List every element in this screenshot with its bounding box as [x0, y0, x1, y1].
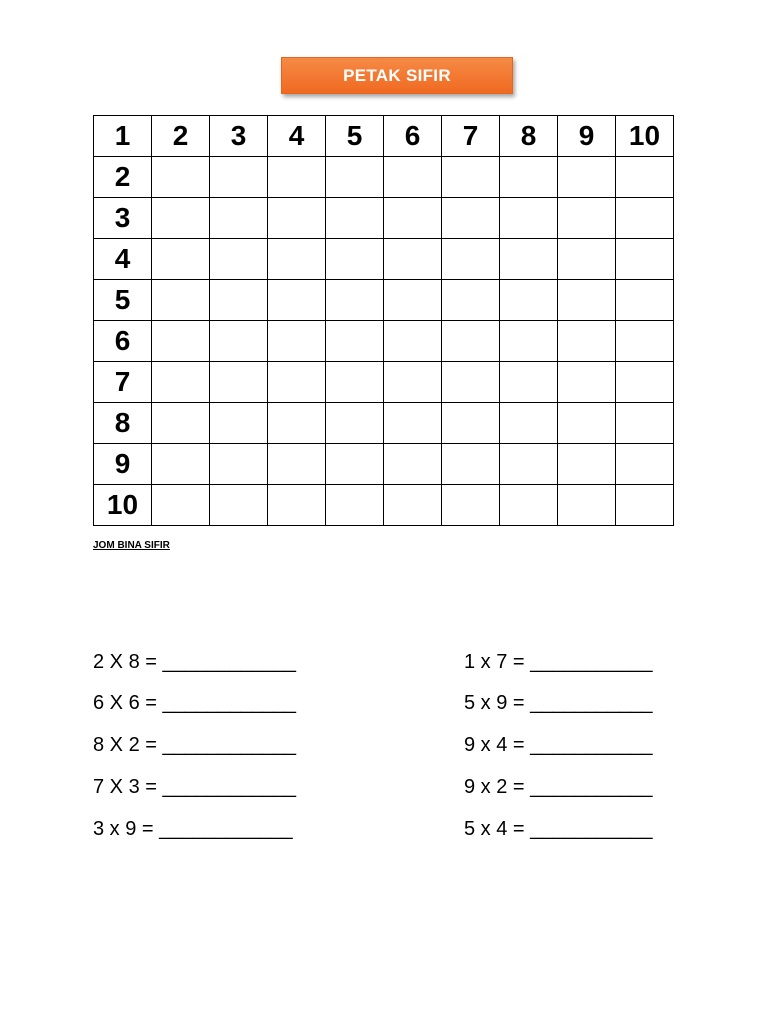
- grid-answer-cell[interactable]: [210, 485, 268, 526]
- grid-answer-cell[interactable]: [210, 444, 268, 485]
- grid-answer-cell[interactable]: [326, 403, 384, 444]
- grid-column-header: 3: [210, 116, 268, 157]
- grid-answer-cell[interactable]: [210, 157, 268, 198]
- grid-answer-cell[interactable]: [500, 157, 558, 198]
- grid-column-header: 10: [616, 116, 674, 157]
- question-right: 1 x 7 = ___________: [464, 651, 653, 673]
- grid-answer-cell[interactable]: [616, 403, 674, 444]
- grid-row: [94, 198, 674, 239]
- grid-answer-cell[interactable]: [384, 444, 442, 485]
- grid-answer-cell[interactable]: [152, 403, 210, 444]
- grid-answer-cell[interactable]: [268, 321, 326, 362]
- grid-answer-cell[interactable]: [152, 157, 210, 198]
- grid-row: [94, 321, 674, 362]
- question-left: 8 X 2 = ____________: [93, 734, 296, 756]
- grid-row-header: 8: [94, 403, 152, 444]
- grid-column-header: 5: [326, 116, 384, 157]
- grid-answer-cell[interactable]: [384, 280, 442, 321]
- grid-answer-cell[interactable]: [210, 403, 268, 444]
- grid-column-header: 1: [94, 116, 152, 157]
- grid-answer-cell[interactable]: [616, 280, 674, 321]
- grid-answer-cell[interactable]: [210, 321, 268, 362]
- grid-answer-cell[interactable]: [500, 485, 558, 526]
- grid-row: [94, 239, 674, 280]
- grid-answer-cell[interactable]: [384, 198, 442, 239]
- grid-row: [94, 403, 674, 444]
- grid-answer-cell[interactable]: [500, 403, 558, 444]
- grid-answer-cell[interactable]: [558, 157, 616, 198]
- grid-answer-cell[interactable]: [500, 321, 558, 362]
- grid-answer-cell[interactable]: [326, 157, 384, 198]
- grid-answer-cell[interactable]: [152, 444, 210, 485]
- question-right: 5 x 9 = ___________: [464, 692, 653, 714]
- grid-answer-cell[interactable]: [442, 157, 500, 198]
- grid-answer-cell[interactable]: [500, 362, 558, 403]
- grid-answer-cell[interactable]: [616, 485, 674, 526]
- grid-column-header: 7: [442, 116, 500, 157]
- question-left: 3 x 9 = ____________: [93, 818, 293, 840]
- grid-answer-cell[interactable]: [442, 198, 500, 239]
- grid-answer-cell[interactable]: [384, 403, 442, 444]
- grid-column-header: 4: [268, 116, 326, 157]
- grid-answer-cell[interactable]: [442, 280, 500, 321]
- grid-answer-cell[interactable]: [384, 321, 442, 362]
- grid-answer-cell[interactable]: [152, 362, 210, 403]
- grid-row-header: 10: [94, 485, 152, 526]
- grid-caption: JOM BINA SIFIR: [93, 540, 170, 551]
- grid-row-header: 9: [94, 444, 152, 485]
- grid-answer-cell[interactable]: [616, 157, 674, 198]
- grid-answer-cell[interactable]: [384, 362, 442, 403]
- grid-answer-cell[interactable]: [152, 280, 210, 321]
- grid-answer-cell[interactable]: [558, 239, 616, 280]
- question-right: 9 x 2 = ___________: [464, 776, 653, 798]
- grid-answer-cell[interactable]: [384, 485, 442, 526]
- grid-answer-cell[interactable]: [268, 280, 326, 321]
- grid-answer-cell[interactable]: [558, 198, 616, 239]
- grid-answer-cell[interactable]: [500, 280, 558, 321]
- grid-row-header: 5: [94, 280, 152, 321]
- question-left: 7 X 3 = ____________: [93, 776, 296, 798]
- grid-row-header: 2: [94, 157, 152, 198]
- grid-answer-cell[interactable]: [152, 321, 210, 362]
- grid-answer-cell[interactable]: [558, 485, 616, 526]
- grid-column-header: 8: [500, 116, 558, 157]
- grid-answer-cell[interactable]: [268, 444, 326, 485]
- grid-answer-cell[interactable]: [152, 485, 210, 526]
- grid-answer-cell[interactable]: [384, 239, 442, 280]
- grid-answer-cell[interactable]: [442, 321, 500, 362]
- grid-answer-cell[interactable]: [442, 485, 500, 526]
- grid-row-header: 4: [94, 239, 152, 280]
- grid-answer-cell[interactable]: [152, 239, 210, 280]
- grid-answer-cell[interactable]: [558, 362, 616, 403]
- grid-answer-cell[interactable]: [326, 280, 384, 321]
- grid-answer-cell[interactable]: [558, 280, 616, 321]
- grid-answer-cell[interactable]: [442, 362, 500, 403]
- grid-answer-cell[interactable]: [500, 239, 558, 280]
- grid-answer-cell[interactable]: [442, 444, 500, 485]
- question-right: 5 x 4 = ___________: [464, 818, 653, 840]
- grid-answer-cell[interactable]: [268, 362, 326, 403]
- grid-column-header: 9: [558, 116, 616, 157]
- grid-answer-cell[interactable]: [326, 321, 384, 362]
- grid-answer-cell[interactable]: [616, 444, 674, 485]
- grid-answer-cell[interactable]: [268, 239, 326, 280]
- question-left: 6 X 6 = ____________: [93, 692, 296, 714]
- grid-answer-cell[interactable]: [442, 403, 500, 444]
- page-title-badge: [281, 57, 513, 94]
- grid-answer-cell[interactable]: [268, 198, 326, 239]
- grid-row: [94, 157, 674, 198]
- grid-row-header: 6: [94, 321, 152, 362]
- question-right: 9 x 4 = ___________: [464, 734, 653, 756]
- grid-answer-cell[interactable]: [500, 198, 558, 239]
- page-title: PETAK SIFIR: [343, 65, 451, 85]
- multiplication-grid: [93, 115, 674, 526]
- grid-row: [94, 485, 674, 526]
- grid-answer-cell[interactable]: [558, 403, 616, 444]
- grid-answer-cell[interactable]: [210, 280, 268, 321]
- grid-row: [94, 280, 674, 321]
- grid-row: [94, 362, 674, 403]
- grid-header-row: [94, 116, 674, 157]
- grid-row-header: 3: [94, 198, 152, 239]
- grid-answer-cell[interactable]: [152, 198, 210, 239]
- grid-answer-cell[interactable]: [616, 239, 674, 280]
- grid-row-header: 7: [94, 362, 152, 403]
- grid-answer-cell[interactable]: [268, 403, 326, 444]
- grid-answer-cell[interactable]: [326, 485, 384, 526]
- grid-answer-cell[interactable]: [326, 239, 384, 280]
- grid-answer-cell[interactable]: [558, 444, 616, 485]
- grid-answer-cell[interactable]: [500, 444, 558, 485]
- grid-answer-cell[interactable]: [558, 321, 616, 362]
- grid-answer-cell[interactable]: [326, 362, 384, 403]
- grid-answer-cell[interactable]: [268, 157, 326, 198]
- grid-answer-cell[interactable]: [616, 198, 674, 239]
- grid-column-header: 2: [152, 116, 210, 157]
- grid-answer-cell[interactable]: [616, 321, 674, 362]
- grid-answer-cell[interactable]: [384, 157, 442, 198]
- grid-answer-cell[interactable]: [616, 362, 674, 403]
- grid-answer-cell[interactable]: [268, 485, 326, 526]
- grid-answer-cell[interactable]: [326, 444, 384, 485]
- grid-answer-cell[interactable]: [210, 239, 268, 280]
- grid-answer-cell[interactable]: [442, 239, 500, 280]
- grid-column-header: 6: [384, 116, 442, 157]
- grid-row: [94, 444, 674, 485]
- grid-answer-cell[interactable]: [210, 198, 268, 239]
- grid-answer-cell[interactable]: [326, 198, 384, 239]
- question-left: 2 X 8 = ____________: [93, 651, 296, 673]
- grid-answer-cell[interactable]: [210, 362, 268, 403]
